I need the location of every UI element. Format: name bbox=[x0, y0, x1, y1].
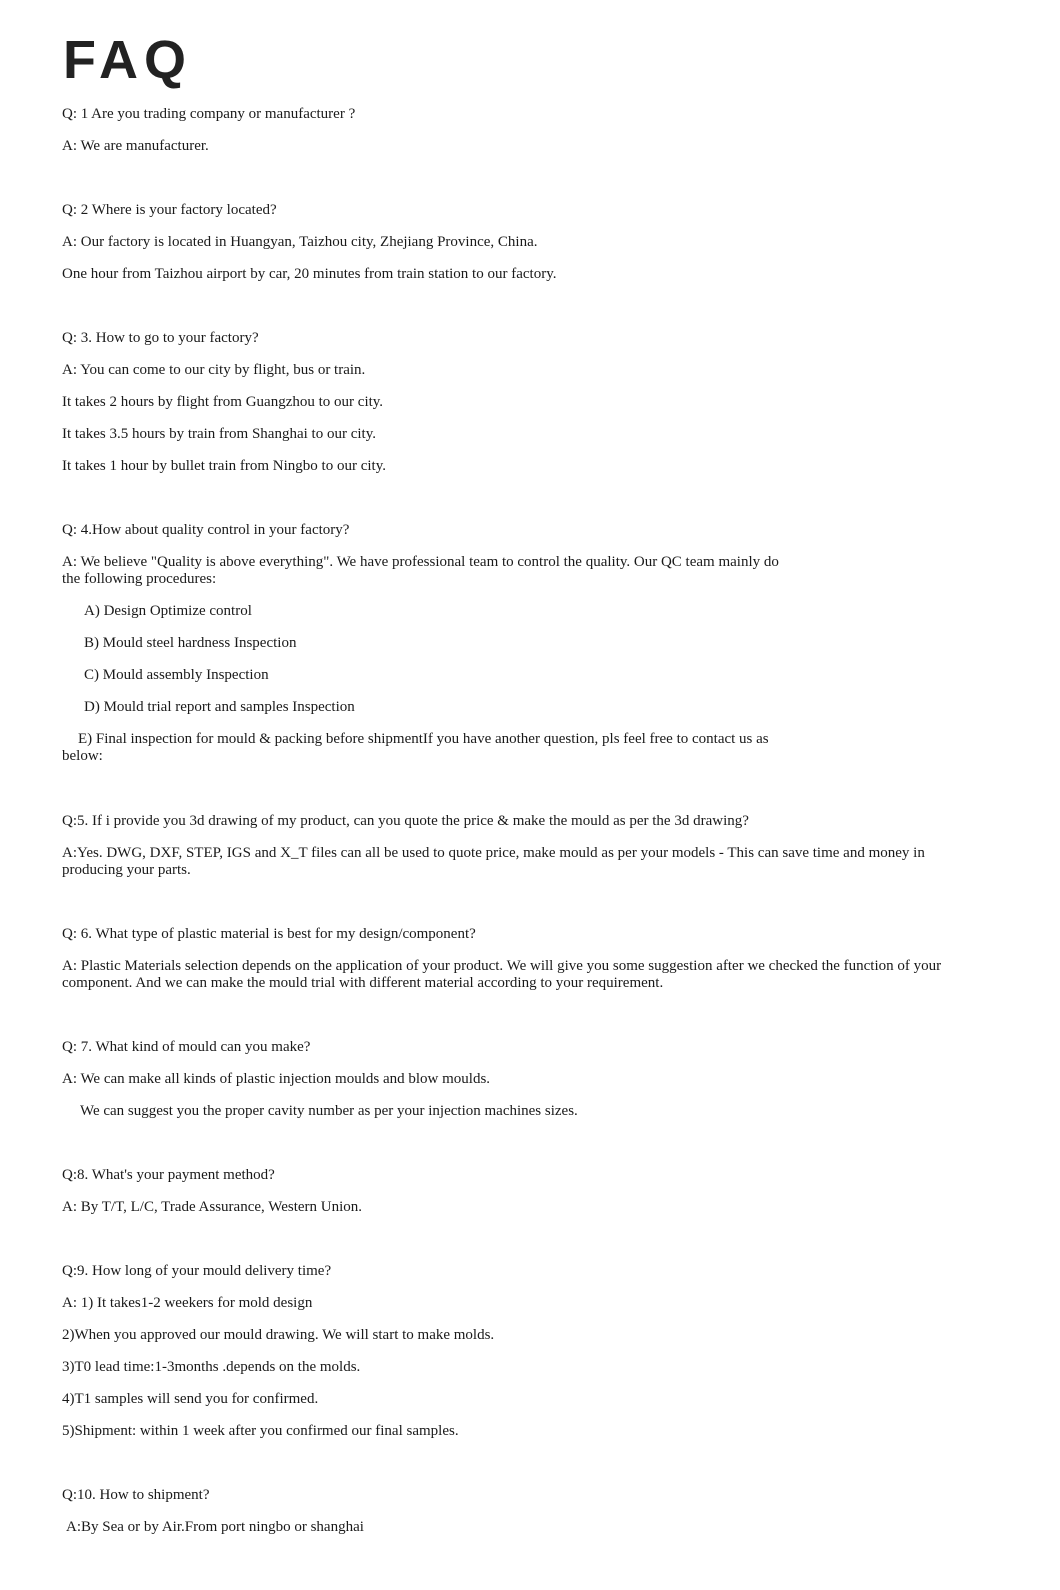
answer-7-line-1: A: We can make all kinds of plastic injection moulds and blow moulds. bbox=[62, 1071, 491, 1087]
answer-5-line-1: A:Yes. DWG, DXF, STEP, IGS and X_T files can all be used to quote price, make mould as per your models - This can save time and money in producing your parts. bbox=[62, 845, 925, 878]
answer-2-line-2: One hour from Taizhou airport by car, 20 minutes from train station to our factory. bbox=[62, 266, 557, 282]
question-3: Q: 3. How to go to your factory? bbox=[62, 330, 259, 346]
answer-9-line-1: A: 1) It takes1-2 weekers for mold design bbox=[62, 1295, 313, 1311]
answer-8-line-1: A: By T/T, L/C, Trade Assurance, Western Union. bbox=[62, 1199, 363, 1215]
answer-3-line-3: It takes 3.5 hours by train from Shanghai to our city. bbox=[62, 426, 376, 442]
answer-9-line-2: 2)When you approved our mould drawing. We will start to make molds. bbox=[62, 1327, 495, 1343]
qc-procedure-b: B) Mould steel hardness Inspection bbox=[84, 635, 297, 651]
question-8: Q:8. What's your payment method? bbox=[62, 1167, 275, 1183]
answer-1-line-1: A: We are manufacturer. bbox=[62, 138, 209, 154]
answer-3-line-1: A: You can come to our city by flight, bus or train. bbox=[62, 362, 366, 378]
answer-7-line-2: We can suggest you the proper cavity number as per your injection machines sizes. bbox=[80, 1103, 578, 1119]
question-9: Q:9. How long of your mould delivery time? bbox=[62, 1263, 332, 1279]
question-1: Q: 1 Are you trading company or manufacturer ? bbox=[62, 106, 356, 122]
answer-4-intro: A: We believe "Quality is above everything". We have professional team to control the quality. Our QC team mainly do the following procedures: bbox=[62, 554, 779, 587]
question-7: Q: 7. What kind of mould can you make? bbox=[62, 1039, 311, 1055]
question-2: Q: 2 Where is your factory located? bbox=[62, 202, 277, 218]
page-title: FAQ bbox=[63, 30, 193, 90]
question-5: Q:5. If i provide you 3d drawing of my product, can you quote the price & make the mould as per the 3d drawing? bbox=[62, 813, 749, 829]
question-4: Q: 4.How about quality control in your factory? bbox=[62, 522, 350, 538]
answer-9-line-5: 5)Shipment: within 1 week after you confirmed our final samples. bbox=[62, 1423, 459, 1439]
question-6: Q: 6. What type of plastic material is best for my design/component? bbox=[62, 926, 476, 942]
answer-9-line-4: 4)T1 samples will send you for confirmed. bbox=[62, 1391, 319, 1407]
qc-procedure-a: A) Design Optimize control bbox=[84, 603, 252, 619]
question-10: Q:10. How to shipment? bbox=[62, 1487, 210, 1503]
qc-procedure-c: C) Mould assembly Inspection bbox=[84, 667, 269, 683]
answer-6-line-1: A: Plastic Materials selection depends on the application of your product. We will give you some suggestion after we checked the function of your component. And we can make the mould trial with different material according to your requirement. bbox=[62, 958, 942, 991]
answer-3-line-2: It takes 2 hours by flight from Guangzhou to our city. bbox=[62, 394, 384, 410]
answer-2-line-1: A: Our factory is located in Huangyan, Taizhou city, Zhejiang Province, China. bbox=[62, 234, 538, 250]
answer-9-line-3: 3)T0 lead time:1-3months .depends on the molds. bbox=[62, 1359, 361, 1375]
qc-procedure-e: E) Final inspection for mould & packing before shipmentIf you have another question, pls feel free to contact us as below: bbox=[62, 731, 769, 764]
answer-3-line-4: It takes 1 hour by bullet train from Ningbo to our city. bbox=[62, 458, 386, 474]
qc-procedure-d: D) Mould trial report and samples Inspection bbox=[84, 699, 355, 715]
answer-10-line-1: A:By Sea or by Air.From port ningbo or shanghai bbox=[66, 1519, 364, 1535]
